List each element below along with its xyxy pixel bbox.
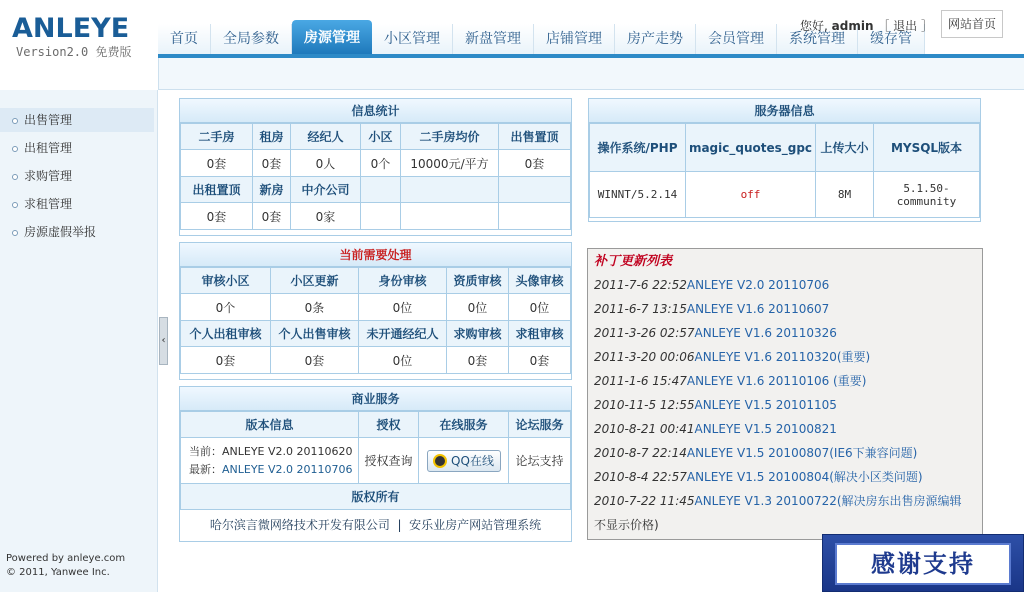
- todo-value-link[interactable]: 0个: [181, 294, 271, 321]
- business-table: [180, 411, 571, 510]
- patch-link[interactable]: ANLEYE V1.6 20110106 (重要): [686, 374, 867, 388]
- sidebar-item-sale[interactable]: [0, 108, 154, 132]
- patch-date: 2010-11-5 12:55: [594, 398, 695, 412]
- bullet-icon: [12, 118, 18, 124]
- stats-value: 0套: [253, 203, 291, 230]
- stats-value: [361, 203, 401, 230]
- patch-row: [594, 345, 982, 369]
- stats-value: 0套: [253, 150, 291, 177]
- stats-value: [401, 203, 499, 230]
- patch-link[interactable]: ANLEYE V2.0 20110706: [686, 278, 830, 292]
- stats-panel: [179, 98, 572, 236]
- patch-row: [594, 321, 982, 345]
- sidebar-item-label: 房源虚假举报: [24, 225, 97, 239]
- patch-row-tail[interactable]: 不显示价格): [594, 518, 659, 532]
- patch-row: [594, 273, 982, 297]
- qq-icon: [433, 454, 447, 468]
- server-title: 服务器信息: [589, 99, 980, 123]
- todo-header: 身份审核: [359, 268, 447, 294]
- patch-row: [594, 297, 982, 321]
- business-header: 在线服务: [419, 412, 509, 438]
- stats-header: [401, 177, 499, 203]
- todo-value-link[interactable]: 0套: [271, 347, 359, 374]
- todo-header: 个人出租审核: [181, 321, 271, 347]
- thanks-text: 感谢支持: [835, 543, 1011, 585]
- greeting-text: 您好,: [800, 19, 828, 33]
- sidebar-item-label: 求购管理: [24, 169, 73, 183]
- stats-value: 0套: [181, 150, 253, 177]
- powered-by: [6, 552, 125, 580]
- forum-support-link[interactable]: 论坛支持: [509, 438, 571, 484]
- logo-version-text: Version2.0: [16, 45, 89, 59]
- tab-new-homes[interactable]: 新盘管理: [453, 24, 534, 54]
- product-link[interactable]: 安乐业房产网站管理系统: [409, 518, 542, 532]
- stats-value: 0人: [291, 150, 361, 177]
- stats-header: 出售置顶: [499, 124, 571, 150]
- stats-value: [499, 203, 571, 230]
- stats-header: [361, 177, 401, 203]
- business-panel: [179, 386, 572, 542]
- bullet-icon: [12, 146, 18, 152]
- stats-header: 二手房: [181, 124, 253, 150]
- username: admin: [831, 19, 874, 33]
- tab-members[interactable]: 会员管理: [696, 24, 777, 54]
- stats-header: [499, 177, 571, 203]
- patch-date: 2011-1-6 15:47: [594, 374, 687, 388]
- tab-home[interactable]: 首页: [158, 24, 211, 54]
- todo-header: 求租审核: [509, 321, 571, 347]
- stats-header: 经纪人: [291, 124, 361, 150]
- sidebar-item-label: 出售管理: [24, 113, 73, 127]
- qq-online-button[interactable]: [427, 450, 501, 472]
- patch-date: 2010-8-4 22:57: [594, 470, 687, 484]
- bullet-icon: [12, 230, 18, 236]
- patch-date: 2010-8-7 22:14: [594, 446, 687, 460]
- todo-value-link[interactable]: 0位: [509, 294, 571, 321]
- stats-value: 0套: [499, 150, 571, 177]
- server-table: [589, 123, 980, 218]
- patch-row: [594, 465, 982, 489]
- todo-header: 资质审核: [447, 268, 509, 294]
- todo-header: 审核小区: [181, 268, 271, 294]
- sidebar-item-fake-report[interactable]: [0, 220, 154, 244]
- sidebar-item-wanted-rent[interactable]: [0, 192, 154, 216]
- todo-value-link[interactable]: 0套: [447, 347, 509, 374]
- tab-global-params[interactable]: 全局参数: [211, 24, 292, 54]
- tab-trends[interactable]: 房产走势: [615, 24, 696, 54]
- todo-value-link[interactable]: 0条: [271, 294, 359, 321]
- todo-value-link[interactable]: 0套: [509, 347, 571, 374]
- patch-date: 2010-7-22 11:45: [594, 494, 695, 508]
- version-info: [181, 438, 359, 484]
- todo-value-link[interactable]: 0位: [359, 347, 447, 374]
- business-title: 商业服务: [180, 387, 571, 411]
- latest-prefix: 最新：: [189, 462, 222, 476]
- company-link[interactable]: 哈尔滨言微网络技术开发有限公司: [209, 518, 390, 532]
- collapse-sidebar-button[interactable]: ‹: [159, 317, 168, 365]
- powered-by-line[interactable]: Powered by anleye.com: [6, 553, 126, 564]
- bullet-icon: [12, 174, 18, 180]
- patch-link[interactable]: ANLEYE V1.5 20100804(解决小区类问题): [686, 470, 923, 484]
- logo[interactable]: [12, 14, 152, 60]
- todo-header: 个人出售审核: [271, 321, 359, 347]
- todo-value-link[interactable]: 0套: [181, 347, 271, 374]
- current-version: 当前：ANLEYE V2.0 20110620: [189, 444, 353, 458]
- patch-link[interactable]: ANLEYE V1.5 20100807(IE6下兼容问题): [686, 446, 918, 460]
- qq-label: QQ在线: [451, 453, 494, 468]
- logo-brand: ANLEYE: [12, 13, 130, 44]
- stats-title: 信息统计: [180, 99, 571, 123]
- site-home-button[interactable]: 网站首页: [941, 10, 1003, 38]
- todo-title: 当前需要处理: [180, 243, 571, 267]
- patch-row: [594, 393, 982, 417]
- server-os-value: WINNT/5.2.14: [590, 172, 686, 218]
- stats-header: 租房: [253, 124, 291, 150]
- patch-row: [594, 369, 982, 393]
- tab-communities[interactable]: 小区管理: [372, 24, 453, 54]
- tab-shops[interactable]: 店铺管理: [534, 24, 615, 54]
- stats-header: 新房: [253, 177, 291, 203]
- stats-value: 0个: [361, 150, 401, 177]
- server-mysql-value: 5.1.50-community: [874, 172, 980, 218]
- patch-date: 2010-8-21 00:41: [594, 422, 695, 436]
- patch-title: 补丁更新列表: [594, 254, 673, 269]
- sidebar-item-wanted-buy[interactable]: [0, 164, 154, 188]
- patch-link[interactable]: ANLEYE V1.6 20110607: [686, 302, 830, 316]
- patch-row: [594, 417, 982, 441]
- patch-list-panel: [587, 248, 983, 540]
- tab-system[interactable]: 系统管理: [777, 24, 858, 54]
- patch-link[interactable]: ANLEYE V1.5 20101105: [694, 398, 837, 412]
- patch-row: [594, 489, 982, 513]
- business-header: 论坛服务: [509, 412, 571, 438]
- patch-link[interactable]: ANLEYE V1.5 20100821: [694, 422, 837, 436]
- patch-link[interactable]: ANLEYE V1.6 20110326: [694, 326, 837, 340]
- tab-cache[interactable]: 缓存管: [858, 24, 925, 54]
- logout-link[interactable]: ［ 退出 ］: [877, 19, 933, 33]
- user-info: [800, 17, 933, 34]
- server-header: magic_quotes_gpc: [686, 124, 816, 172]
- stats-header: 二手房均价: [401, 124, 499, 150]
- thanks-banner[interactable]: [822, 534, 1024, 592]
- sidebar: [0, 90, 158, 592]
- copyright-row: [180, 510, 571, 540]
- online-service-cell: [419, 438, 509, 484]
- sub-nav-bar: [158, 58, 1024, 90]
- server-header: 上传大小: [816, 124, 874, 172]
- todo-header: 头像审核: [509, 268, 571, 294]
- stats-header: 小区: [361, 124, 401, 150]
- todo-header: 未开通经纪人: [359, 321, 447, 347]
- business-header: 授权: [359, 412, 419, 438]
- todo-table: [180, 267, 571, 374]
- tab-listings[interactable]: 房源管理: [292, 20, 372, 54]
- patch-date: 2011-7-6 22:52: [594, 278, 687, 292]
- sidebar-item-rent[interactable]: [0, 136, 154, 160]
- stats-header: 出租置顶: [181, 177, 253, 203]
- logo-free-text: 免费版: [95, 45, 132, 59]
- server-magic-quotes-value: off: [686, 172, 816, 218]
- server-header: MYSQL版本: [874, 124, 980, 172]
- stats-header: 中介公司: [291, 177, 361, 203]
- server-header: 操作系统/PHP: [590, 124, 686, 172]
- patch-date: 2011-6-7 13:15: [594, 302, 687, 316]
- patch-date: 2011-3-20 00:06: [594, 350, 695, 364]
- copyright-line: © 2011, Yanwee Inc.: [6, 567, 110, 578]
- patch-link[interactable]: ANLEYE V1.3 20100722(解决房东出售房源编辑: [694, 494, 962, 508]
- todo-panel: [179, 242, 572, 380]
- stats-value: 0套: [181, 203, 253, 230]
- patch-row: [594, 441, 982, 465]
- server-upload-size-value: 8M: [816, 172, 874, 218]
- bullet-icon: [12, 202, 18, 208]
- sidebar-item-label: 求租管理: [24, 197, 73, 211]
- stats-value: 0家: [291, 203, 361, 230]
- todo-header: 小区更新: [271, 268, 359, 294]
- stats-value: 10000元/平方: [401, 150, 499, 177]
- todo-value-link[interactable]: 0位: [447, 294, 509, 321]
- business-header: 版本信息: [181, 412, 359, 438]
- copyright-title: 版权所有: [181, 484, 571, 510]
- patch-link[interactable]: ANLEYE V1.6 20110320(重要): [694, 350, 871, 364]
- patch-date: 2011-3-26 02:57: [594, 326, 695, 340]
- separator: |: [397, 518, 402, 532]
- stats-table: [180, 123, 571, 230]
- todo-header: 求购审核: [447, 321, 509, 347]
- server-panel: [588, 98, 981, 222]
- todo-value-link[interactable]: 0位: [359, 294, 447, 321]
- auth-query-link[interactable]: 授权查询: [359, 438, 419, 484]
- logo-version: [16, 44, 152, 60]
- sidebar-item-label: 出租管理: [24, 141, 73, 155]
- latest-version-line: [189, 461, 358, 479]
- latest-version[interactable]: ANLEYE V2.0 20110706: [222, 462, 353, 476]
